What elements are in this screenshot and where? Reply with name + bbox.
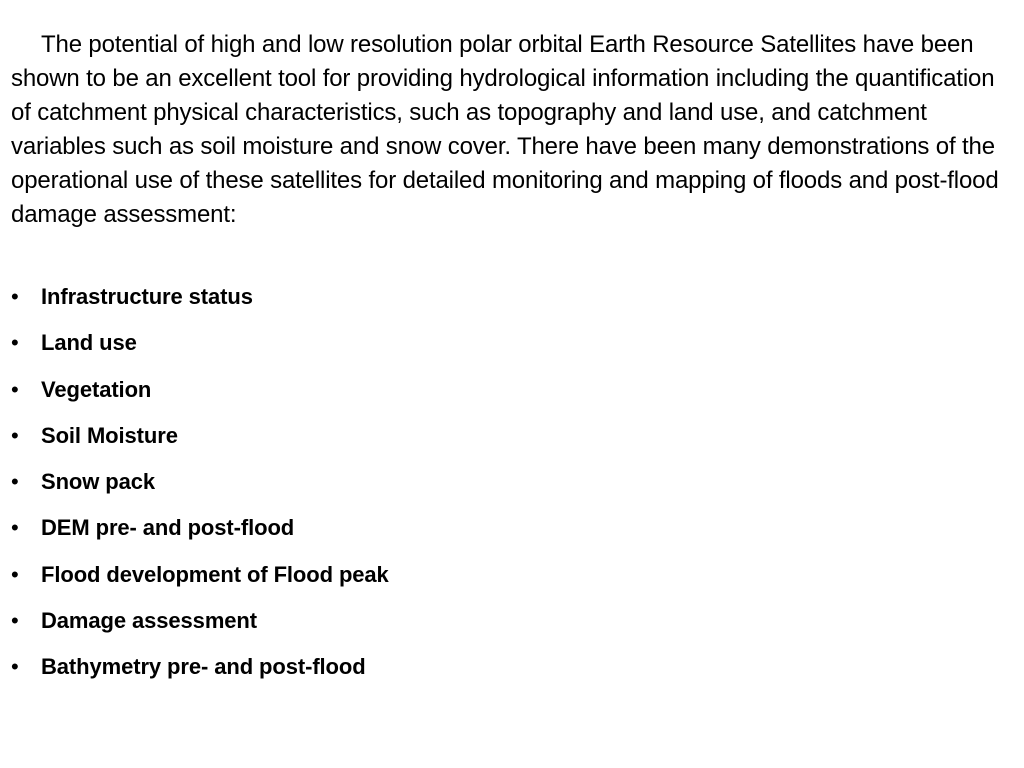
bullet-icon: • xyxy=(11,376,19,402)
bullet-text: Damage assessment xyxy=(41,607,257,633)
list-item xyxy=(11,280,389,326)
bullet-icon: • xyxy=(11,469,19,494)
bullet-icon: • xyxy=(11,561,19,587)
list-item xyxy=(11,650,389,696)
bullet-text: Infrastructure status xyxy=(41,284,253,309)
bullet-icon: • xyxy=(11,330,19,356)
bullet-text: Soil Moisture xyxy=(41,422,178,448)
intro-paragraph: The potential of high and low resolution polar orbital Earth Resource Satellites have been shown to be an excellent tool for providing hydrological information including the quantification of catchment physical characteristics, such as topography and land use, and catchment variables such as soil moisture and snow cover. There have been many demonstrations of the operational use of these satellites for detailed monitoring and mapping of floods and post-flood damage assessment: xyxy=(11,31,999,228)
bullet-text: Vegetation xyxy=(41,376,152,402)
list-item xyxy=(11,465,389,511)
list-item xyxy=(11,558,389,604)
list-item xyxy=(11,326,389,372)
bullet-icon: • xyxy=(11,515,19,541)
bullet-icon: • xyxy=(11,422,19,448)
bullet-icon: • xyxy=(11,284,19,309)
bullet-icon: • xyxy=(11,654,19,679)
bullet-list xyxy=(11,280,389,696)
list-item xyxy=(11,373,389,419)
bullet-text: Snow pack xyxy=(41,469,156,494)
list-item xyxy=(11,419,389,465)
bullet-icon: • xyxy=(11,607,19,633)
bullet-text: Bathymetry pre- and post-flood xyxy=(41,654,366,679)
bullet-text: Land use xyxy=(41,330,137,356)
bullet-text: Flood development of Flood peak xyxy=(41,561,389,587)
bullet-text: DEM pre- and post-flood xyxy=(41,515,295,541)
list-item xyxy=(11,511,389,557)
list-item xyxy=(11,604,389,650)
